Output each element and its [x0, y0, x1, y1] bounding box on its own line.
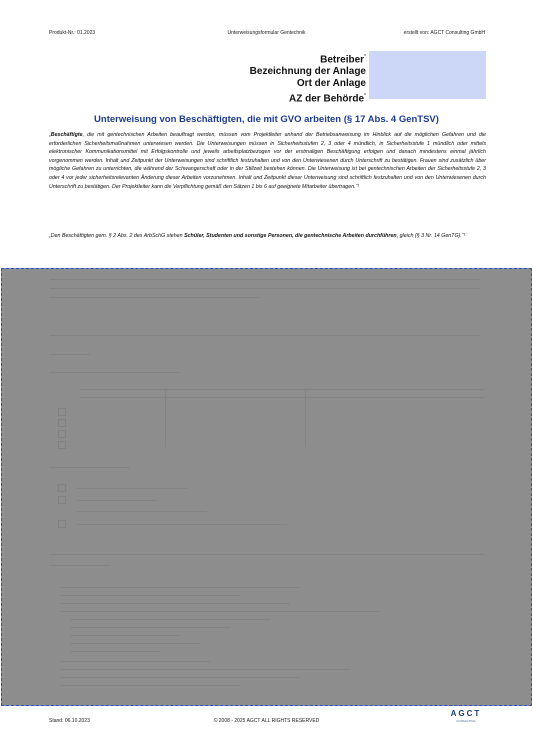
az-label: AZ der Behörde* — [289, 93, 366, 105]
ghost-line — [50, 467, 130, 468]
ghost-line — [70, 619, 270, 620]
bezeichnung-label: Bezeichnung der Anlage — [249, 66, 366, 78]
ghost-checkbox — [58, 441, 66, 449]
ghost-checkbox — [58, 408, 66, 416]
stand-date: Stand: 06.10.2023 — [49, 718, 90, 724]
ort-label: Ort der Anlage — [296, 78, 366, 90]
ghost-line — [60, 595, 240, 596]
ghost-vline — [165, 389, 166, 447]
ghost-line — [50, 565, 110, 566]
copyright: © 2008 - 2025 AGCT ALL RIGHTS RESERVED — [213, 718, 320, 724]
legal-paragraph-1: „Beschäftigte, die mit gentechnischen Arbeiten beauftragt werden, müssen vom Projektleiter anhand der Betriebsanweisung im Hinblick auf die möglichen Gefahren und die erforderlichen Sicherheitsmaßnahmen unterwiesen werden. Die Unterweisungen müssen in Sicherheitsstufen 2, 3 oder 4 mündlich, in Sicherheitsstufe 1 mündlich oder mittels elektronischer Kommunikationsmittel mit Erfolgskontrolle und jeweils arbeitsplatzbezogen vor der erstmaligen Beschäftigung erfolgen und danach mindestens einmal jährlich vorgenommen werden. Inhalt und Zeitpunkt der Unterweisungen sind schriftlich festzuhalten und von den Unterwiesenen durch Unterschrift zu bestätigen. Frauen sind zusätzlich über mögliche Gefahren zu unterrichten, die während der Schwangerschaft oder in der Stillzeit bestehen können. Die Unterweisung ist bei gentechnischen Arbeiten der Sicherheitsstufe 2, 3 oder 4 vor jeder sicherheitsrelevanten Änderung dieser Arbeiten vorzunehmen. Inhalt und Zeitpunkt dieser Unterweisung sind schriftlich festzuhalten und von den Unterwiesenen durch Unterschrift zu bestätigen. Der Projektleiter kann die Verpflichtung gemäß den Sätzen 1 bis 6 auf geeignete Mitarbeiter übertragen.“¹ — [49, 132, 486, 190]
ghost-checkbox — [58, 520, 66, 528]
ghost-line — [60, 661, 210, 662]
betreiber-label: Betreiber* — [320, 54, 366, 66]
operator-input-box[interactable] — [369, 51, 486, 99]
ghost-checkbox — [58, 496, 66, 504]
ghost-line — [60, 669, 350, 670]
ghost-line — [80, 389, 485, 390]
legal-paragraph-2: „Den Beschäftigten gem. § 2 Abs. 2 des ArbSchG stehen Schüler, Studenten und sonstige Personen, die gentechnische Arbeiten durchführen, gleich (§ 3 Nr. 14 GenTG).“¹ — [49, 233, 466, 239]
ghost-line — [50, 288, 480, 289]
created-by: erstellt von: AGCT Consulting GmbH — [403, 30, 485, 36]
ghost-line — [50, 354, 90, 355]
ghost-vline — [305, 389, 306, 447]
logo-subtext: CONSULTING — [456, 719, 476, 723]
form-name: Unterweisungsformular Gentechnik — [227, 30, 306, 36]
ghost-line — [60, 611, 380, 612]
ghost-line — [60, 603, 290, 604]
document-title: Unterweisung von Beschäftigten, die mit GVO arbeiten (§ 17 Abs. 4 GenTSV) — [94, 114, 439, 125]
ghost-line — [60, 677, 300, 678]
ghost-line — [50, 554, 485, 555]
ghost-line — [77, 488, 187, 489]
ghost-line — [80, 397, 485, 398]
agct-logo — [446, 709, 486, 725]
obscured-form-overlay — [1, 268, 532, 706]
operator-labels — [230, 51, 366, 106]
ghost-line — [77, 500, 157, 501]
ghost-line — [77, 511, 207, 512]
ghost-line — [50, 297, 260, 298]
ghost-line — [60, 685, 240, 686]
ghost-line — [70, 635, 180, 636]
logo-text: AGCT — [450, 709, 482, 718]
ghost-line — [77, 524, 287, 525]
ghost-line — [70, 643, 200, 644]
ghost-line — [60, 587, 300, 588]
ghost-line — [70, 651, 160, 652]
ghost-checkbox — [58, 419, 66, 427]
ghost-line — [50, 335, 480, 336]
ghost-checkbox — [58, 484, 66, 492]
bold-phrase: Schüler, Studenten und sonstige Personen, die gentechnische Arbeiten durchführen — [184, 233, 397, 239]
ghost-line — [70, 627, 230, 628]
ghost-line — [50, 372, 180, 373]
product-number: Produkt-Nr.: 01.2023 — [49, 30, 96, 36]
bold-lead: Beschäftigte — [50, 132, 83, 138]
ghost-line — [50, 279, 480, 280]
ghost-checkbox — [58, 430, 66, 438]
